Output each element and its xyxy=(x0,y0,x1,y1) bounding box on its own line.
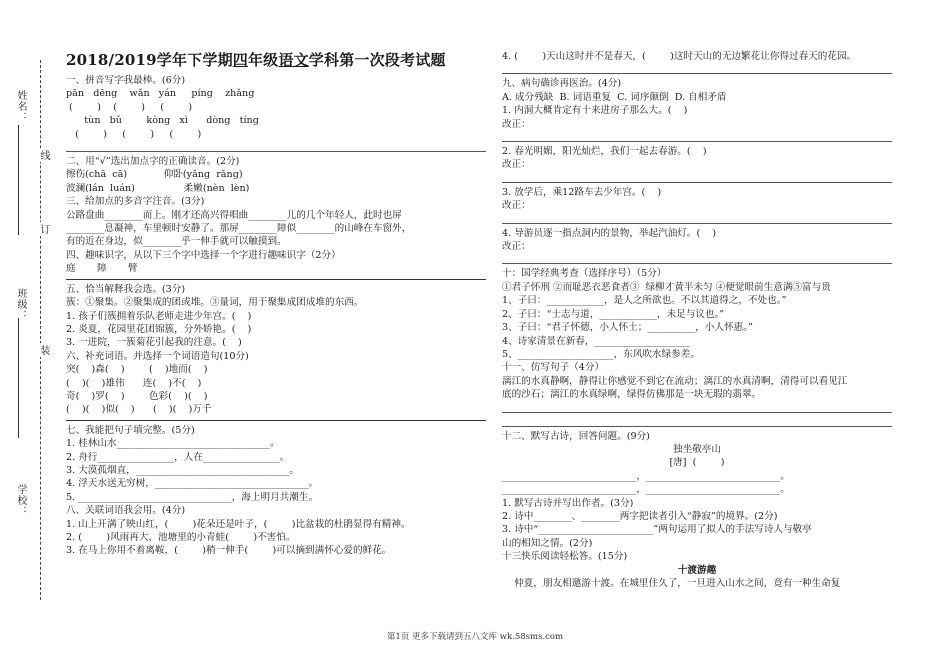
answer-line xyxy=(502,131,892,142)
question-heading: 五、恰当解释我会选。(3分) xyxy=(66,283,186,295)
question-line: 改正： xyxy=(502,241,531,253)
section-divider xyxy=(66,420,486,421)
question-heading: 十：国学经典考查（选择序号）（5分） xyxy=(502,268,667,280)
question-line: 2. 春光明媚，阳光灿烂，我们一起去春游。( ) xyxy=(502,146,707,158)
question-heading: 四、趣味识字，从以下三个字中选择一个字进行趣味识字（2分） xyxy=(66,249,341,261)
name-underline xyxy=(18,125,20,235)
name-label: 姓名： xyxy=(15,90,26,123)
title-subject: 语文 xyxy=(278,51,309,69)
question-line: 4. ( )天山这时并不是春天，( )这时天山的无边繁花让你得过春天的花园。 xyxy=(502,51,857,62)
question-line: 3. 大漠孤烟直，________________________________。 xyxy=(66,464,299,476)
passage-heading: 十渡游趣 xyxy=(677,564,717,576)
binding-mark-bind: 订 xyxy=(38,224,49,234)
question-line: 波澜(lán luán) 柔嫩(nèn lèn) xyxy=(66,182,250,194)
question-line: 4、诗家清景在新春，____________________ xyxy=(502,335,691,347)
question-line: 3. 一进院，一簇菊花引起我的注意。( ) xyxy=(66,337,242,349)
question-line: 十三快乐阅读轻松答。(15分) xyxy=(502,551,628,563)
question-line: 4. 导游员逐一指点洞内的景物，举起汽油灯。( ) xyxy=(502,227,717,239)
question-line: 1. 孩子们簇拥着乐队老师走进少年宫。( ) xyxy=(66,310,252,322)
question-line: 3. 在马上你用不着离鞍，( )稍一伸手( )可以摘到满怀心爱的鲜花。 xyxy=(66,545,392,557)
question-line: 3. 放学后，乘12路车去少年宫。( ) xyxy=(502,186,662,198)
question-line: 擦伤(chā cā) 仰卧(yǎng rǎng) xyxy=(66,169,243,181)
answer-line xyxy=(502,63,892,74)
question-heading: 九、病句确诊再医治。(4分) xyxy=(502,78,622,90)
answer-line xyxy=(502,172,892,183)
question-line: 山的相知之情。(2分) xyxy=(502,537,593,549)
question-line: tùn bǔ kòng xì dòng tíng xyxy=(66,115,259,127)
question-line: 4. 浮天水送无穷树，________________________________。 xyxy=(66,478,319,490)
question-line: 1. 默写古诗并写出作者。(3分) xyxy=(502,497,634,509)
question-line: A. 成分残缺 B. 词语重复 C. 词序颠倒 D. 自相矛盾 xyxy=(502,91,727,103)
question-line: ____________________________，____________________________。 xyxy=(502,470,790,482)
title-part: 学科第一次段考试题 xyxy=(308,51,446,69)
question-line: 1、子曰：____________，是人之所欲也。不以其道得之，不处也。” xyxy=(502,295,787,307)
class-underline xyxy=(18,318,20,438)
question-line: 5. ________________________________，海上明月共潮生。 xyxy=(66,491,319,503)
question-line: 1. 山上开满了映山红，( )花朵还是叶子，( )比盆栽的杜鹃显得有精神。 xyxy=(66,518,411,530)
question-line: 2. 炎夏，花园里花团锦簇，分外娇艳。( ) xyxy=(66,323,252,335)
question-line: ①君子怀刑 ②而耻恶衣恶食者③ 绿柳才黄半未匀 ④便觉眼前生意满⑤富与贵 xyxy=(502,281,831,293)
question-line: 改正： xyxy=(502,159,531,171)
right-column xyxy=(502,50,892,590)
question-heading: 十一、仿写句子（4分） xyxy=(502,362,605,374)
question-line: 改正： xyxy=(502,118,531,130)
answer-line xyxy=(502,253,892,264)
title-part: 年级 xyxy=(247,51,279,69)
question-line: 2、子曰：“士志与道，____________，未足与议也。” xyxy=(502,308,725,320)
question-line: ( ) ( ) ( ) xyxy=(66,101,193,113)
binding-mark-line: 线 xyxy=(38,150,49,160)
question-line: 2. ( )风雨再大，池塘里的小青蛙( )不害怕。 xyxy=(66,532,296,543)
question-line: 漓江的水真静啊，静得让你感觉不到它在流动；漓江的水真清啊，清得可以看见江 xyxy=(502,375,848,387)
question-line: 1. 桂林山水________________________________。 xyxy=(66,438,280,450)
passage-heading: 独坐敬亭山 xyxy=(673,443,721,455)
question-line: ____________________________，____________________________。 xyxy=(502,484,790,496)
question-line: 3. 诗中“________________________”两句运用了拟人的手法写诗人与敬亭 xyxy=(502,524,812,536)
question-line: 改正： xyxy=(502,200,531,212)
question-line: 奇( )罗( ) 色彩( )( ) xyxy=(66,390,208,402)
exam-title xyxy=(66,50,486,70)
section-divider xyxy=(66,279,486,280)
question-line: 簇：①聚集。②聚集成的团或堆。③量词，用于聚集成团成堆的东西。 xyxy=(66,297,364,309)
answer-line xyxy=(502,213,892,224)
answer-line xyxy=(502,416,892,427)
question-line: ( )( )雄伟 连( )不( ) xyxy=(66,377,202,389)
question-line: 庭 障 臂 xyxy=(66,263,138,275)
question-heading: 七、我能把句子填完整。(5分) xyxy=(66,424,195,436)
answer-line xyxy=(502,402,892,413)
left-column xyxy=(66,50,486,558)
question-line: ( )( )似( ) ( )( )万千 xyxy=(66,404,212,416)
question-heading: 三、给加点的多音字注音。(3分) xyxy=(66,196,205,208)
school-label: 学校： xyxy=(15,484,26,517)
question-line: 有的近在身边，似________乎一伸手就可以触摸到。 xyxy=(66,236,287,248)
question-line: 2. 舟行________________，人在________________。 xyxy=(66,451,290,463)
class-label: 班级： xyxy=(15,288,26,321)
question-line: 公路盘曲________而上。刚才还高兴得唱曲________儿的几个年轻人，此时也屏 xyxy=(66,209,402,221)
question-line: ________息凝神，车里顿时安静了。那屏________障似________的山峰在车窗外， xyxy=(66,223,412,235)
question-line: 2. 诗中________、________两字把读者引入“静寂”的境界。(2分) xyxy=(502,510,778,522)
binding-mark-seal: 装 xyxy=(38,345,49,355)
question-line: 1. 内洞大概肯定有十来进房子那么大。( ) xyxy=(502,105,688,117)
question-line: ( ) ( ) ( ) xyxy=(66,128,202,140)
title-grade: 四 xyxy=(232,51,248,69)
question-line: 底的沙石；漓江的水真绿啊，绿得仿佛那是一块无瑕的翡翠。 xyxy=(502,389,762,401)
page-footer: 第1页 更多下载请到五八文库 wk.58sms.com xyxy=(386,632,564,642)
question-line: 仲夏，朋友相邀游十渡。在城里住久了，一旦进入山水之间，竟有一种生命复 xyxy=(502,578,841,589)
binding-dashed-line xyxy=(40,60,41,600)
passage-heading: [唐] ( ) xyxy=(669,457,725,469)
binding-strip xyxy=(0,0,58,650)
question-line: 突( )森( ) ( )地而( ) xyxy=(66,364,208,376)
question-heading: 二、用“√”选出加点字的正确读音。(2分) xyxy=(66,156,240,168)
question-line: pān dēng wǎn yán píng zhǎng xyxy=(66,88,255,100)
question-line: 3、子曰：“君子怀德，小人怀土；__________，小人怀惠。” xyxy=(502,322,753,334)
title-part: 2018/2019学年下学期 xyxy=(66,51,233,69)
question-line: 5、____________________，东风吹水绿参差。 xyxy=(502,348,700,360)
question-heading: 一、拼音写字我最棒。(6分) xyxy=(66,75,186,86)
question-heading: 十二、默写古诗，回答问题。(9分) xyxy=(502,430,650,442)
question-heading: 六、补充词语。并选择一个词语造句(10分) xyxy=(66,350,249,362)
question-heading: 八、关联词语我会用。(4分) xyxy=(66,505,186,517)
answer-line xyxy=(66,141,486,152)
